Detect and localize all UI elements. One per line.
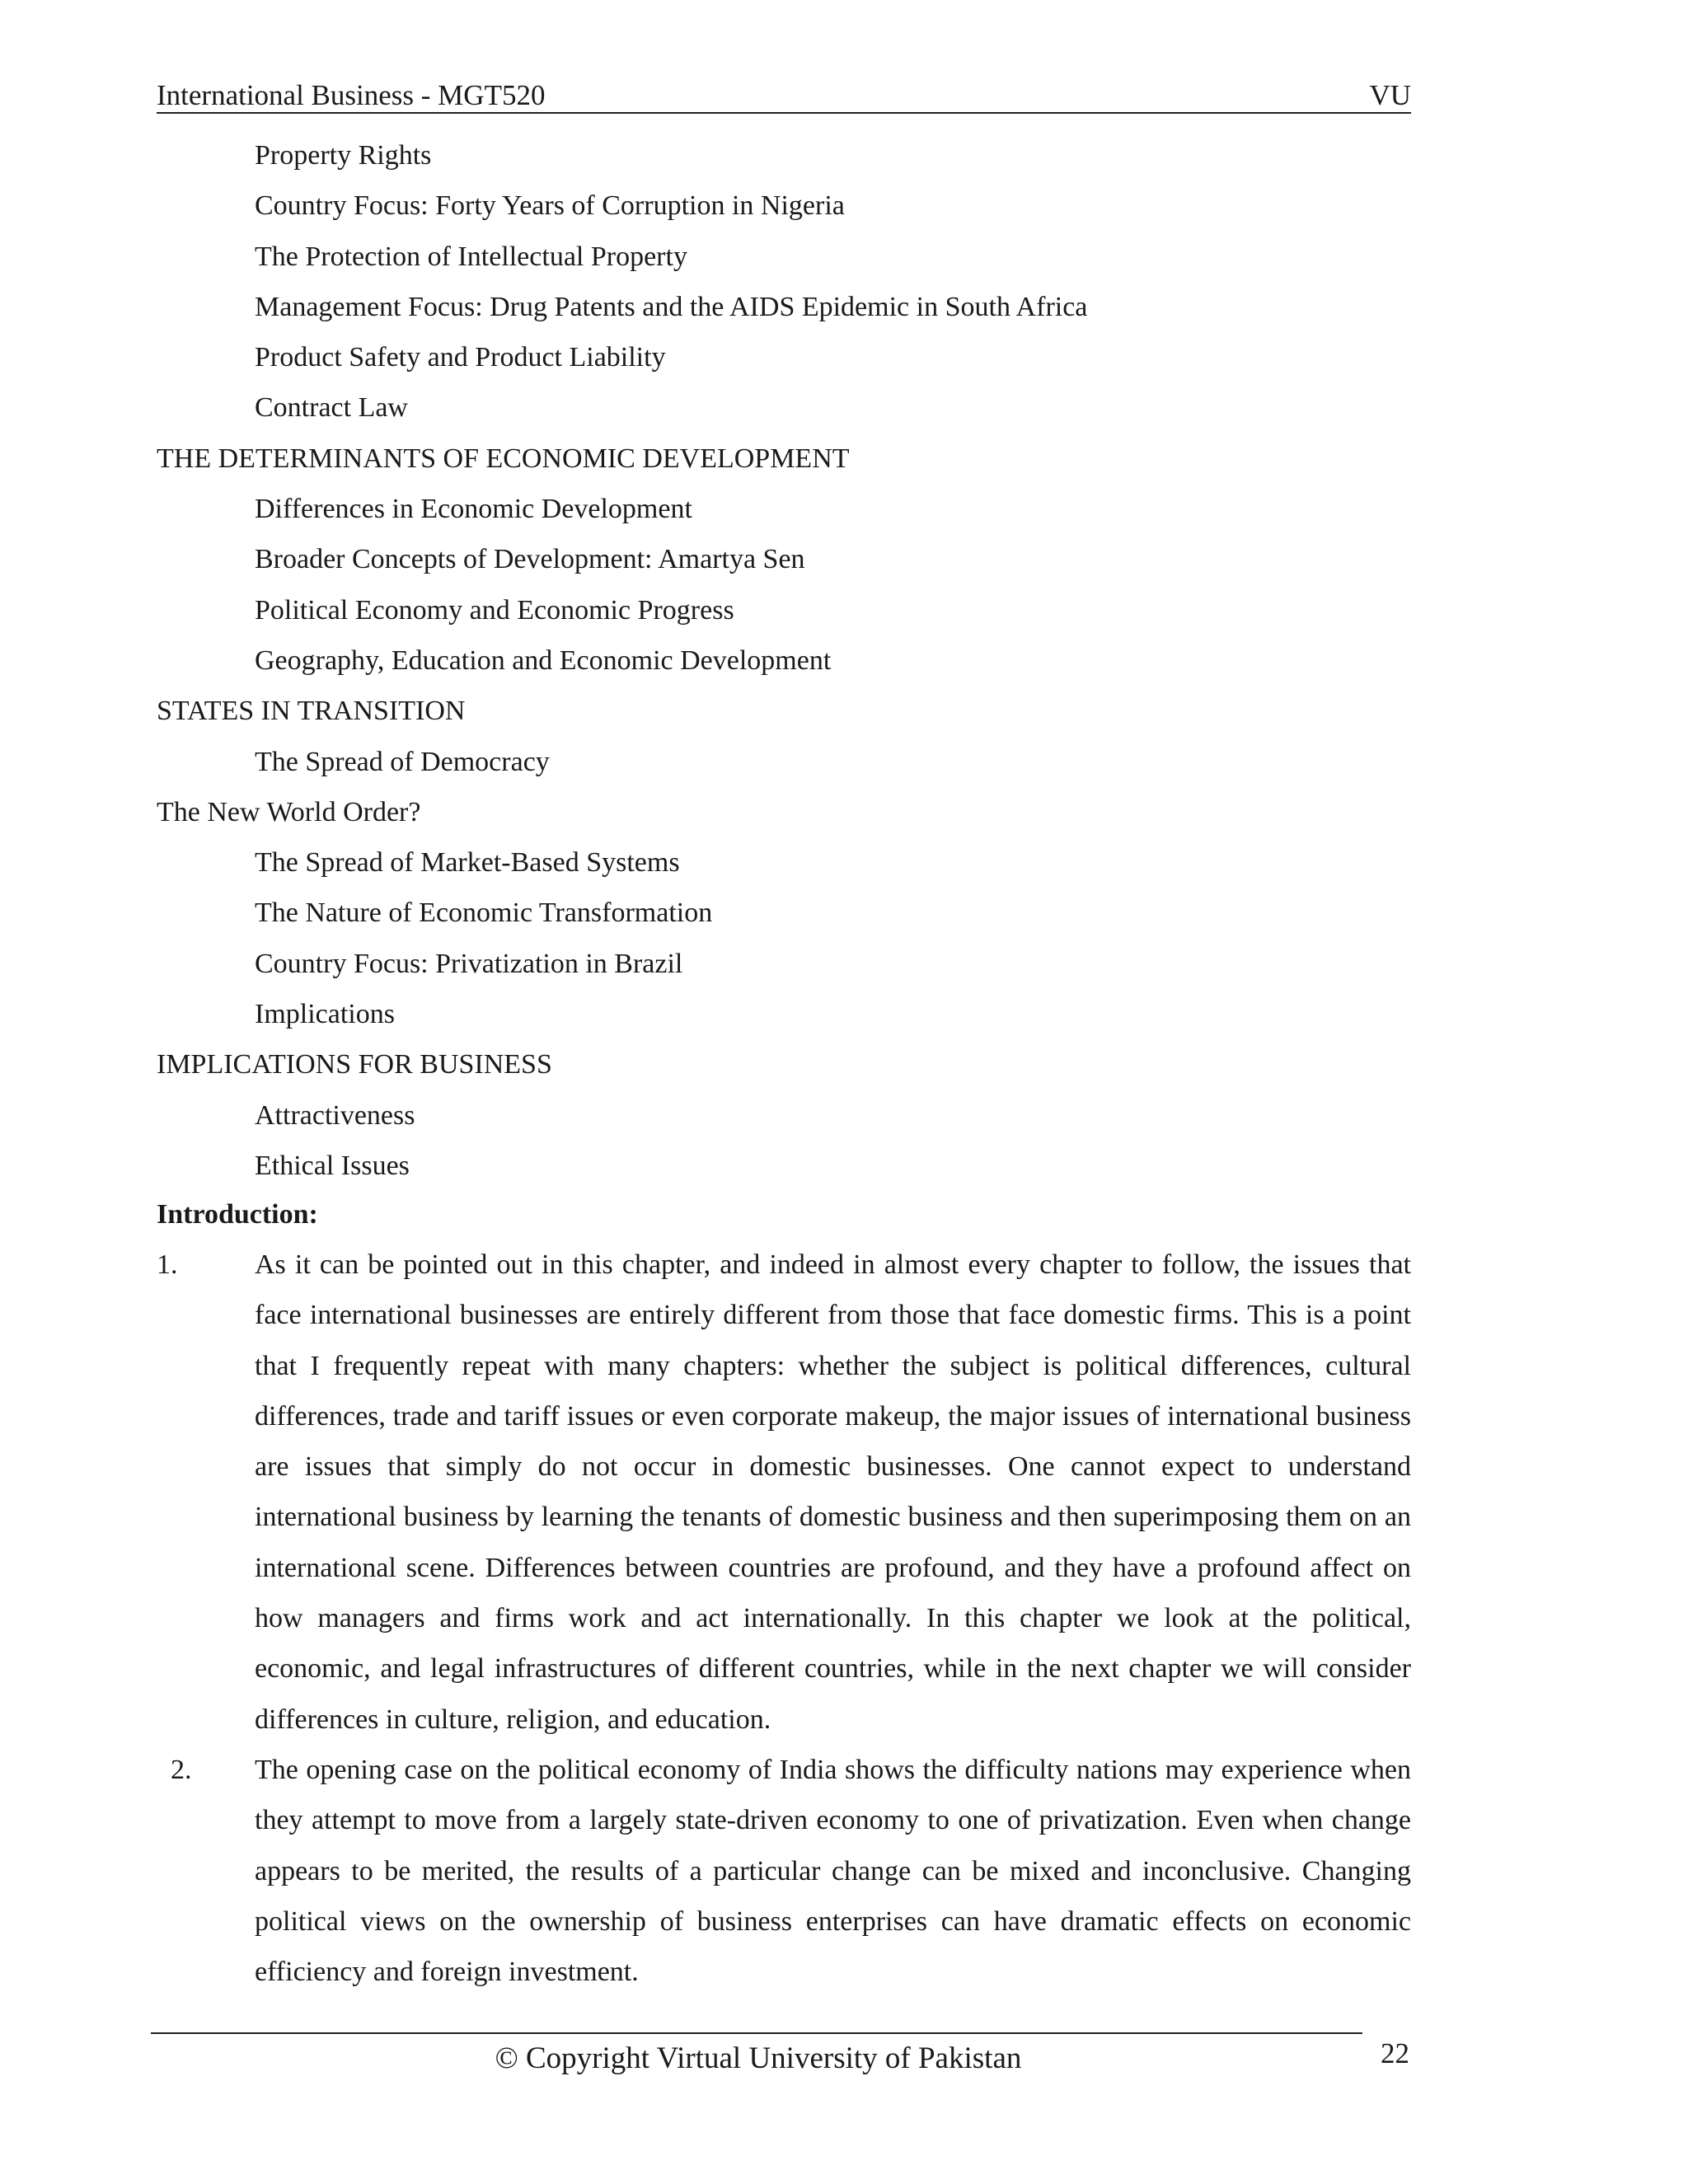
outline-item: Property Rights xyxy=(255,140,432,171)
outline-item: The Spread of Democracy xyxy=(255,746,550,777)
outline-item: Differences in Economic Development xyxy=(255,494,692,525)
outline-item: Geography, Education and Economic Development xyxy=(255,644,832,676)
outline-section-heading: The New World Order? xyxy=(157,796,421,827)
outline-item: Attractiveness xyxy=(255,1099,415,1131)
outline-item: Product Safety and Product Liability xyxy=(255,342,666,373)
outline-section-heading: THE DETERMINANTS OF ECONOMIC DEVELOPMENT xyxy=(157,443,850,474)
outline-item: The Protection of Intellectual Property xyxy=(255,241,687,272)
numbered-paragraph xyxy=(157,1745,1411,1997)
outline-section-heading: STATES IN TRANSITION xyxy=(157,696,466,727)
outline-item: Broader Concepts of Development: Amartya Sen xyxy=(255,544,805,575)
outline-item: Contract Law xyxy=(255,392,408,424)
outline-item: Implications xyxy=(255,999,395,1030)
outline-item: Country Focus: Forty Years of Corruption in Nigeria xyxy=(255,190,845,222)
outline-item: Country Focus: Privatization in Brazil xyxy=(255,948,683,979)
outline-item: Political Economy and Economic Progress xyxy=(255,594,734,626)
page-number: 22 xyxy=(1381,2037,1409,2069)
footer-divider xyxy=(151,2032,1362,2034)
page-header xyxy=(157,77,1411,114)
copyright-notice: © Copyright Virtual University of Pakistan xyxy=(495,2041,1022,2075)
outline-item: The Nature of Economic Transformation xyxy=(255,898,713,929)
paragraph-text: The opening case on the political economy of India shows the difficulty nations may experience when they attempt to move from a largely state-driven economy to one of privatization. Even when change appears to be merited, the results of a particular change can be mixed and inconclusive. Changing political views on the ownership of business enterprises can have dramatic effects on economic efficiency and foreign investment. xyxy=(255,1755,1411,1988)
paragraph-text: As it can be pointed out in this chapter, and indeed in almost every chapter to follow, the issues that face international businesses are entirely different from those that face domestic firms. This is a point that I frequently repeat with many chapters: whether the subject is political differences, cultural differences, trade and tariff issues or even corporate makeup, the major issues of international business are issues that simply do not occur in domestic businesses. One cannot expect to understand international business by learning the tenants of domestic business and then superimposing them on an international scene. Differences between countries are profound, and they have a profound affect on how managers and firms work and act internationally. In this chapter we look at the political, economic, and legal infrastructures of different countries, while in the next chapter we will consider differences in culture, religion, and education. xyxy=(255,1249,1411,1735)
paragraph-number: 1. xyxy=(157,1249,178,1280)
paragraph-number: 2. xyxy=(171,1755,192,1785)
numbered-paragraph xyxy=(157,1240,1411,1745)
chapter-outline xyxy=(157,130,1411,1191)
outline-item: Management Focus: Drug Patents and the AIDS Epidemic in South Africa xyxy=(255,291,1088,322)
course-title: International Business - MGT520 xyxy=(157,79,546,111)
introduction-heading: Introduction: xyxy=(157,1199,318,1230)
outline-item: The Spread of Market-Based Systems xyxy=(255,847,680,879)
outline-section-heading: IMPLICATIONS FOR BUSINESS xyxy=(157,1049,552,1080)
outline-item: Ethical Issues xyxy=(255,1150,410,1181)
institution-abbrev: VU xyxy=(1369,79,1411,111)
